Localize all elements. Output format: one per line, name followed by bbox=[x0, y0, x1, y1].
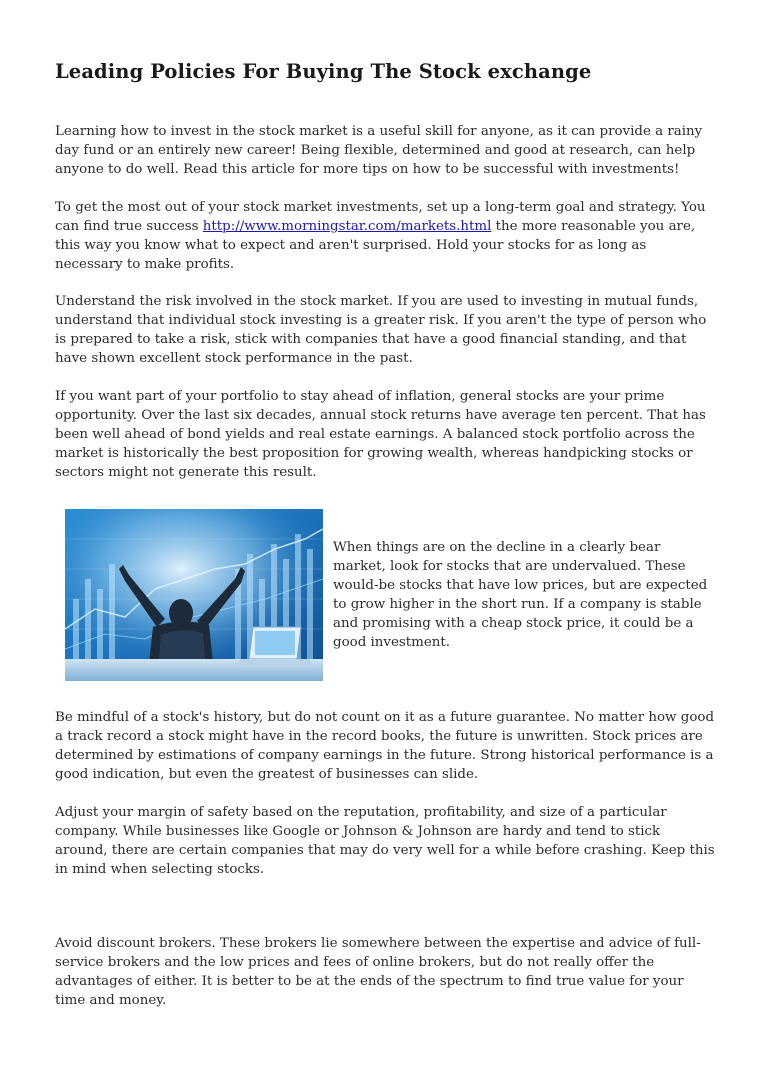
investor-celebrating-photo bbox=[65, 509, 323, 681]
morningstar-link[interactable]: http://www.morningstar.com/markets.html bbox=[202, 219, 492, 234]
paragraph-intro: Learning how to invest in the stock market is a useful skill for anyone, as it can provide a rainy day fund or an entirely new career! Being flexible, determined and good at research, can help anyone to do well. Read this article for more tips on how to be successful with investments! bbox=[55, 124, 703, 177]
paragraph-margin-of-safety: Adjust your margin of safety based on the reputation, profitability, and size of a particular company. While businesses like Google or Johnson & Johnson are hardy and tend to stick around, there are certain companies that may do very well for a while before crashing. Keep this in mind when selecting stocks. bbox=[55, 805, 715, 877]
article-title: Leading Policies For Buying The Stock exchange bbox=[55, 60, 592, 83]
paragraph-strategy bbox=[55, 198, 715, 274]
paragraph-strategy-text-start: To get the most out of your stock market investments, set up a long-term goal and strategy. You can find true success bbox=[55, 200, 706, 234]
paragraph-risk: Understand the risk involved in the stock market. If you are used to investing in mutual funds, understand that individual stock investing is a greater risk. If you aren't the type of person who is prepared to take a risk, stick with companies that have a good financial standing, and that have shown excellent stock performance in the past. bbox=[55, 294, 707, 366]
paragraph-strategy-text-end: the more reasonable you are, this way you know what to expect and aren't surprised. Hold your stocks for as long as necessary to make profits. bbox=[55, 219, 696, 272]
paragraph-inflation: If you want part of your portfolio to stay ahead of inflation, general stocks are your prime opportunity. Over the last six decades, annual stock returns have average ten percent. That has been well ahead of bond yields and real estate earnings. A balanced stock portfolio across the market is historically the best proposition for growing wealth, whereas handpicking stocks or sectors might not generate this result. bbox=[55, 389, 706, 480]
paragraph-bear-market: When things are on the decline in a clearly bear market, look for stocks that are undervalued. These would-be stocks that have low prices, but are expected to grow higher in the short run. If a company is stable and promising with a cheap stock price, it could be a good investment. bbox=[333, 540, 708, 650]
paragraph-history: Be mindful of a stock's history, but do not count on it as a future guarantee. No matter how good a track record a stock might have in the record books, the future is unwritten. Stock prices are determined by estimations of company earnings in the future. Strong historical performance is a good indication, but even the greatest of businesses can slide. bbox=[55, 710, 715, 782]
paragraph-discount-brokers: Avoid discount brokers. These brokers lie somewhere between the expertise and advice of full-service brokers and the low prices and fees of online brokers, but do not really offer the advantages of either. It is better to be at the ends of the spectrum to find true value for your time and money. bbox=[55, 936, 701, 1008]
